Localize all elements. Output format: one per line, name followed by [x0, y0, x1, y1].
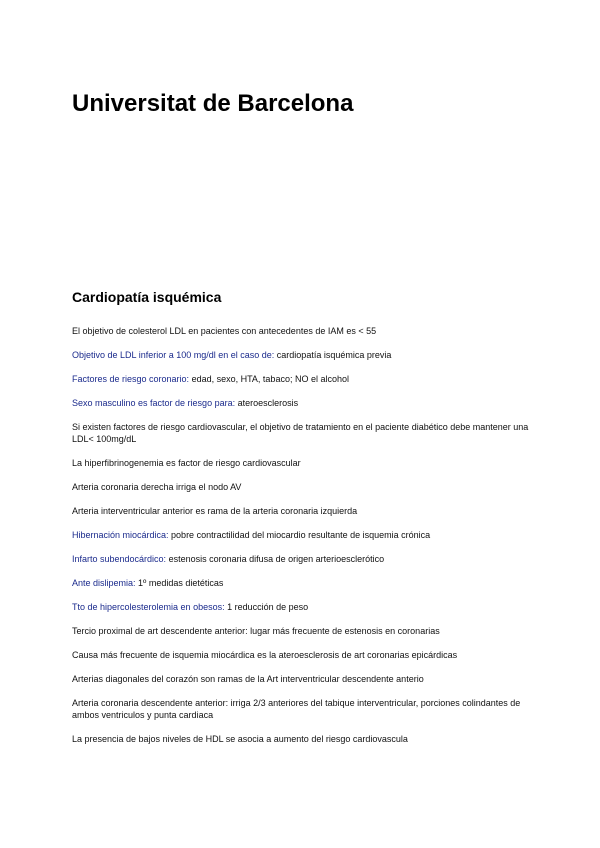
list-item: [72, 457, 532, 469]
list-item: [72, 625, 532, 637]
item-text: La hiperfibrinogenemia es factor de riesgo cardiovascular: [72, 458, 301, 468]
section-title: Cardiopatía isquémica: [72, 289, 222, 305]
list-item: [72, 349, 532, 361]
list-item: [72, 529, 532, 541]
item-text: pobre contractilidad del miocardio resultante de isquemia crónica: [168, 530, 431, 540]
list-item: [72, 553, 532, 565]
item-text: Arterias diagonales del corazón son ramas de la Art interventricular descendente anterio: [72, 674, 424, 684]
list-item: [72, 373, 532, 385]
item-lead: Tto de hipercolesterolemia en obesos:: [72, 602, 225, 612]
list-item: [72, 577, 532, 589]
item-text: 1º medidas dietéticas: [135, 578, 224, 588]
notes-list: [72, 325, 532, 757]
item-lead: Factores de riesgo coronario:: [72, 374, 190, 384]
university-title: Universitat de Barcelona: [72, 90, 354, 117]
item-lead: Sexo masculino es factor de riesgo para:: [72, 398, 236, 408]
list-item: [72, 481, 532, 493]
item-text: ateroesclerosis: [235, 398, 299, 408]
item-lead: Ante dislipemia:: [72, 578, 136, 588]
item-text: Causa más frecuente de isquemia miocárdica es la ateroesclerosis de art coronarias epicárdicas: [72, 650, 458, 660]
item-text: estenosis coronaria difusa de origen arterioesclerótico: [166, 554, 385, 564]
list-item: [72, 397, 532, 409]
item-lead: Infarto subendocárdico:: [72, 554, 167, 564]
list-item: [72, 505, 532, 517]
item-text: Arteria coronaria descendente anterior: irriga 2/3 anteriores del tabique interventricular, porciones colindantes de ambos ventriculos y punta cardiaca: [72, 698, 521, 720]
item-text: El objetivo de colesterol LDL en pacientes con antecedentes de IAM es < 55: [72, 326, 377, 336]
list-item: [72, 325, 532, 337]
list-item: [72, 601, 532, 613]
item-lead: Objetivo de LDL inferior a 100 mg/dl en el caso de:: [72, 350, 275, 360]
list-item: [72, 649, 532, 661]
item-lead: Hibernación miocárdica:: [72, 530, 169, 540]
item-text: Arteria interventricular anterior es rama de la arteria coronaria izquierda: [72, 506, 358, 516]
list-item: [72, 697, 532, 721]
list-item: [72, 673, 532, 685]
item-text: La presencia de bajos niveles de HDL se asocia a aumento del riesgo cardiovascula: [72, 734, 408, 744]
item-text: Arteria coronaria derecha irriga el nodo AV: [72, 482, 242, 492]
list-item: [72, 421, 532, 445]
item-text: Si existen factores de riesgo cardiovascular, el objetivo de tratamiento en el paciente diabético debe mantener una LDL< 100mg/dL: [72, 422, 529, 444]
item-text: edad, sexo, HTA, tabaco; NO el alcohol: [189, 374, 349, 384]
item-text: Tercio proximal de art descendente anterior: lugar más frecuente de estenosis en coronarias: [72, 626, 440, 636]
item-text: cardiopatía isquémica previa: [274, 350, 392, 360]
list-item: [72, 733, 532, 745]
item-text: 1 reducción de peso: [224, 602, 309, 612]
